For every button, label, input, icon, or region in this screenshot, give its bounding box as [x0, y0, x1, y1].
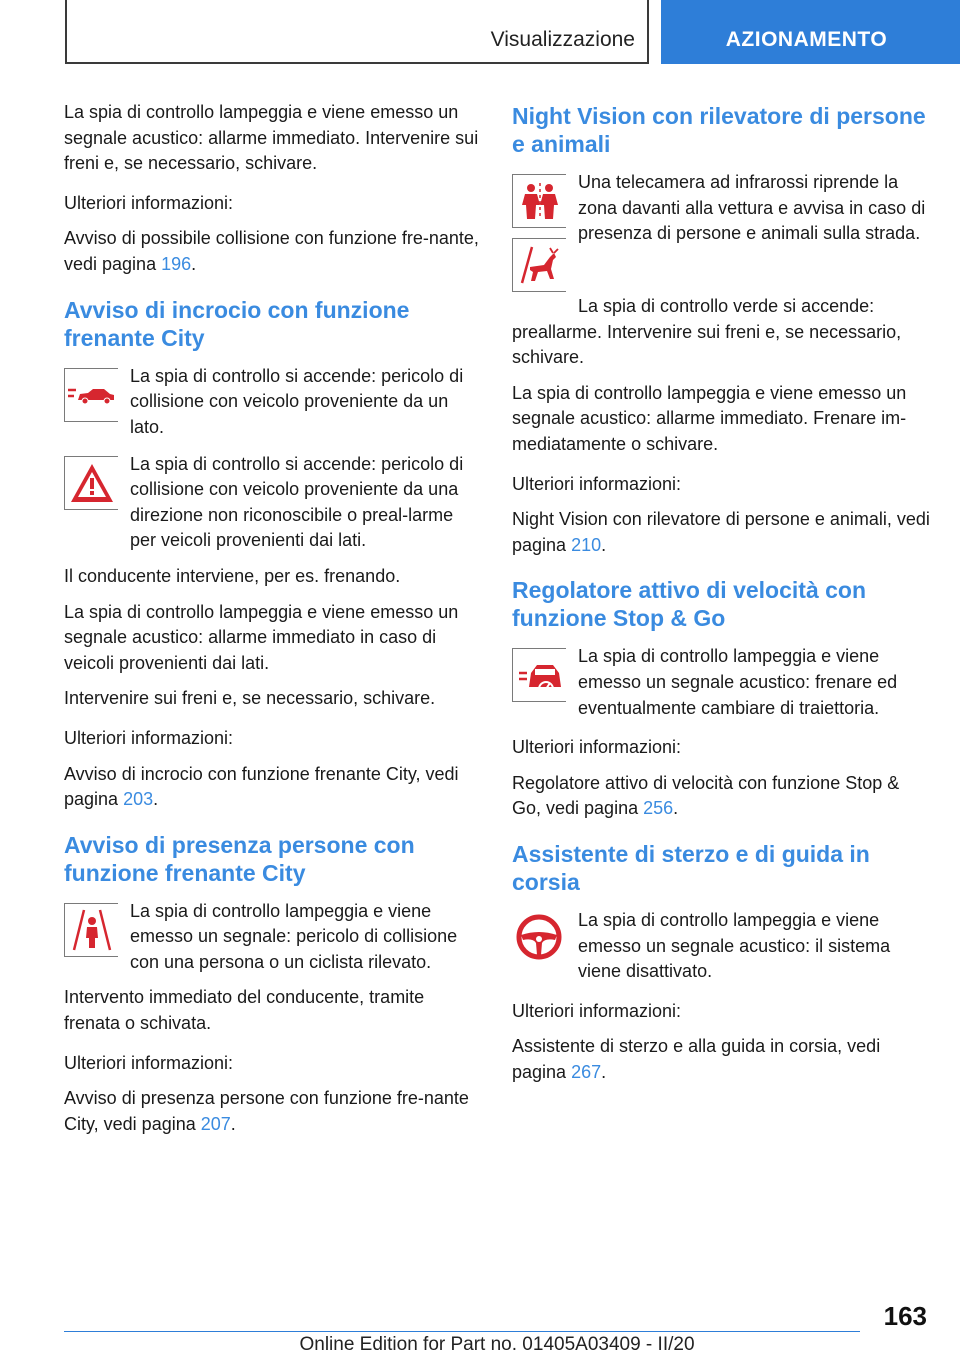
- page-link[interactable]: 267: [571, 1061, 602, 1082]
- indicator-description: La spia di controllo lampeggia e viene emesso un segnale acustico: il sistema viene disattivato.: [578, 909, 891, 982]
- page-link[interactable]: 256: [643, 798, 674, 819]
- more-info-label: Ulteriori informazioni:: [512, 1000, 682, 1021]
- footer-edition: Online Edition for Part no. 01405A03409 - II/20: [299, 1334, 695, 1355]
- indicator-row: [512, 170, 930, 296]
- page-link[interactable]: 203: [123, 789, 154, 810]
- paragraph: La spia di controllo lampeggia e viene emesso un segnale acustico: allarme immediato in caso di veicoli provenienti dai lati.: [64, 601, 459, 673]
- header-chapter-tab: [661, 0, 960, 64]
- indicator-row: [64, 452, 482, 554]
- indicator-row: [64, 364, 482, 442]
- more-info-label: Ulteriori informazioni:: [512, 737, 682, 758]
- paragraph: Intervento immediato del conducente, tramite frenata o schivata.: [64, 987, 425, 1034]
- header-section-tab: [65, 0, 649, 64]
- warning-triangle-icon: [64, 456, 118, 510]
- section-heading: Assistente di sterzo e di guida in corsia: [512, 840, 870, 895]
- page-link[interactable]: 207: [200, 1113, 231, 1134]
- page-link[interactable]: 196: [161, 253, 192, 274]
- cross-reference: Avviso di possibile collisione con funzione fre-nante, vedi pagina 196.: [64, 228, 479, 274]
- indicator-description: La spia di controllo lampeggia e viene emesso un segnale acustico: frenare ed eventualmente cambiare di traiettoria.: [578, 646, 898, 718]
- more-info-label: Ulteriori informazioni:: [512, 473, 682, 494]
- header-chapter-title: AZIONAMENTO: [725, 28, 888, 51]
- cross-reference: Assistente di sterzo e alla guida in corsia, vedi pagina 267.: [512, 1036, 881, 1082]
- more-info-label: Ulteriori informazioni:: [64, 1052, 234, 1073]
- indicator-row: [512, 908, 930, 985]
- left-column: [64, 100, 482, 1147]
- intro-paragraph: La spia di controllo lampeggia e viene emesso un segnale acustico: allarme immediato. Intervenire sui freni e, se necessario, schivare.: [64, 102, 479, 174]
- page-link[interactable]: 210: [571, 534, 602, 555]
- night-vision-persons-icon: [512, 174, 566, 228]
- steering-wheel-icon: [512, 910, 566, 964]
- cross-reference: Regolatore attivo di velocità con funzione Stop & Go, vedi pagina 256.: [512, 772, 900, 819]
- indicator-description: La spia di controllo lampeggia e viene emesso un segnale: pericolo di collisione con una persona o un ciclista rilevato.: [130, 900, 458, 972]
- cross-reference: Night Vision con rilevatore di persone e animali, vedi pagina 210.: [512, 509, 930, 555]
- right-column: [512, 100, 930, 1095]
- page-number: 163: [883, 1301, 927, 1331]
- pedestrian-warning-icon: [64, 903, 118, 957]
- section-heading: Avviso di incrocio con funzione frenante City: [64, 296, 410, 351]
- indicator-description: Una telecamera ad infrarossi riprende la zona davanti alla vettura e avvisa in caso di presenza di persone e animali sulla strada.: [578, 172, 926, 244]
- cross-reference: Avviso di incrocio con funzione frenante City, vedi pagina 203.: [64, 763, 459, 810]
- more-info-label: Ulteriori informazioni:: [64, 192, 234, 213]
- paragraph: Il conducente interviene, per es. frenando.: [64, 565, 401, 586]
- cross-reference: Avviso di presenza persone con funzione fre-nante City, vedi pagina 207.: [64, 1088, 469, 1134]
- header-section-title: Visualizzazione: [490, 28, 635, 51]
- paragraph: Intervenire sui freni e, se necessario, schivare.: [64, 688, 436, 709]
- paragraph: La spia di controllo verde si accende: preallarme. Intervenire sui freni e, se necessario, schivare.: [512, 296, 902, 368]
- section-heading: Night Vision con rilevatore di persone e animali: [512, 103, 926, 157]
- indicator-description: La spia di controllo si accende: pericolo di collisione con veicolo proveniente da una direzione non riconoscibile o preal-larme per veicoli provenienti dai lati.: [130, 453, 464, 551]
- section-heading: Avviso di presenza persone con funzione frenante City: [64, 831, 415, 886]
- indicator-description: La spia di controllo si accende: pericolo di collisione con veicolo proveniente da un lato.: [130, 365, 464, 437]
- car-side-warning-icon: [64, 368, 118, 422]
- paragraph: La spia di controllo lampeggia e viene emesso un segnale acustico: allarme immediato. Frenare im-mediatamente o schivare.: [512, 382, 907, 454]
- stop-go-warning-icon: [512, 648, 566, 702]
- more-info-label: Ulteriori informazioni:: [64, 727, 234, 748]
- section-heading: Regolatore attivo di velocità con funzione Stop & Go: [512, 577, 867, 632]
- night-vision-animal-icon: [512, 238, 566, 292]
- indicator-row: [512, 644, 930, 721]
- indicator-row: [64, 899, 482, 976]
- footer-divider: [64, 1331, 860, 1332]
